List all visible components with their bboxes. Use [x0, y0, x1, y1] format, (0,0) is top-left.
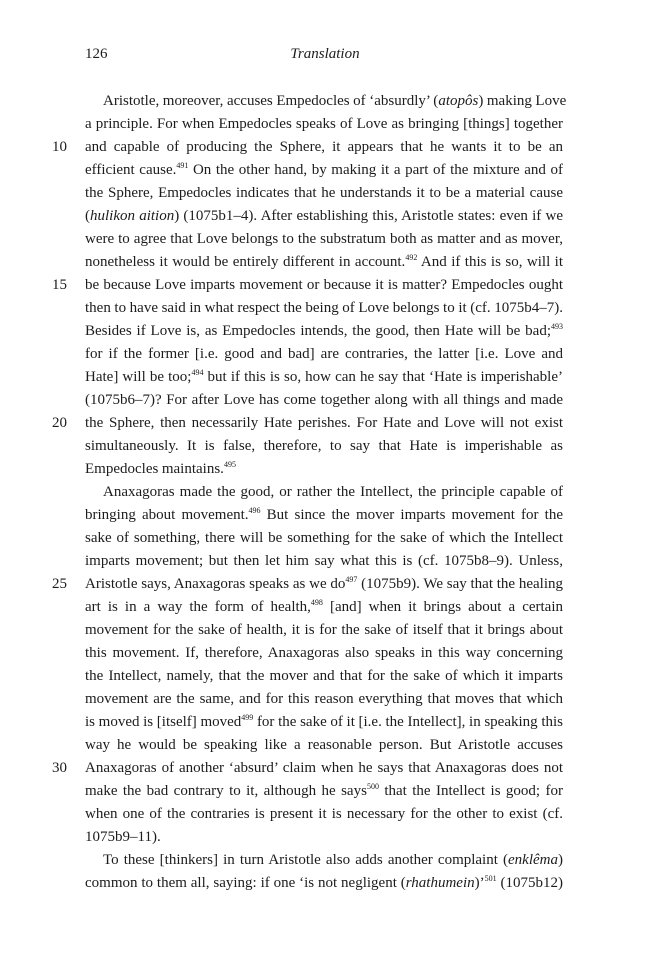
- line-text: nonetheless it would be entirely different in account.$^{492}$ And if this is so, will it: [85, 253, 564, 270]
- line-text: (1075b6–7)? For after Love has come together along with all things and made: [85, 392, 563, 408]
- line-text: Hate] will be too;$^{494}$ but if this is so, how can he say that ‘Hate is imperishable’: [85, 368, 563, 385]
- text-line: [85, 550, 563, 573]
- text-line: [52, 412, 563, 435]
- line-text: the Sphere, then necessarily Hate perishes. For Hate and Love will not exist: [85, 415, 563, 431]
- line-text: for if the former [i.e. good and bad] are contraries, the latter [i.e. Love and: [85, 346, 563, 362]
- text-line: [85, 435, 563, 458]
- text-line: [85, 228, 563, 251]
- line-number: 10: [52, 139, 67, 155]
- text-line: [85, 205, 563, 228]
- running-head: Translation: [290, 46, 360, 62]
- line-text: Anaxagoras of another ‘absurd’ claim when he says that Anaxagoras does not: [85, 760, 563, 776]
- line-text: To these [thinkers] in turn Aristotle also adds another complaint (enklêma): [103, 852, 563, 868]
- text-line: [52, 136, 563, 159]
- line-text: be because Love imparts movement or because it is matter? Empedocles ought: [85, 277, 563, 293]
- line-number: 25: [52, 576, 67, 592]
- text-line: [52, 757, 563, 780]
- text-line: [85, 159, 563, 182]
- text-line: [85, 297, 563, 320]
- text-line: [85, 504, 563, 527]
- line-text: common to them all, saying: if one ‘is not negligent (rhathumein)’$^{501}$ (1075b12): [85, 874, 564, 891]
- line-text: sake of something, there will be something for the sake of which the Intellect: [85, 530, 563, 546]
- translation-text: [52, 90, 567, 895]
- text-line: [85, 826, 563, 849]
- text-line: [85, 90, 567, 113]
- text-line: [85, 113, 563, 136]
- text-line: [85, 251, 563, 274]
- line-text: imparts movement; but then let him say what this is (cf. 1075b8–9). Unless,: [85, 553, 563, 569]
- line-text: (hulikon aition) (1075b1–4). After establishing this, Aristotle states: even if we: [85, 208, 563, 224]
- line-text: the Intellect, namely, that the mover and that for the sake of which it imparts: [85, 668, 563, 684]
- line-text: and capable of producing the Sphere, it appears that he wants it to be an: [85, 139, 563, 155]
- text-line: [85, 389, 563, 412]
- line-text: make the bad contrary to it, although he says$^{500}$ that the Intellect is good; for: [85, 782, 563, 799]
- text-line: [85, 734, 563, 757]
- text-line: [52, 573, 563, 596]
- line-text: Empedocles maintains.$^{495}$: [85, 460, 236, 477]
- line-text: movement are the same, and for this reason everything that moves that which: [85, 691, 563, 707]
- text-line: [85, 458, 563, 481]
- line-text: is moved is [itself] moved$^{499}$ for the sake of it [i.e. the Intellect], in speaking this: [85, 713, 563, 730]
- page-number: 126: [85, 46, 108, 62]
- line-text: way he would be speaking like a reasonable person. But Aristotle accuses: [85, 737, 563, 753]
- line-text: the Sphere, Empedocles indicates that he understands it to be a material cause: [85, 185, 563, 201]
- line-text: Aristotle, moreover, accuses Empedocles of ‘absurdly’ (atopôs) making Love: [103, 93, 567, 109]
- text-line: [85, 688, 563, 711]
- line-text: when one of the contraries is present it is necessary for the other to exist (cf.: [85, 806, 563, 822]
- line-text: 1075b9–11).: [85, 829, 161, 845]
- text-line: [85, 849, 563, 872]
- line-text: efficient cause.$^{491}$ On the other hand, by making it a part of the mixture and of: [85, 161, 563, 178]
- text-line: [85, 619, 563, 642]
- text-line: [85, 182, 563, 205]
- line-text: movement for the sake of health, it is for the sake of itself that it brings about: [85, 622, 563, 638]
- text-line: [52, 274, 563, 297]
- line-text: bringing about movement.$^{496}$ But since the mover imparts movement for the: [85, 506, 563, 523]
- line-text: then to have said in what respect the being of Love belongs to it (cf. 1075b4–7).: [85, 300, 563, 316]
- line-number: 20: [52, 415, 67, 431]
- text-line: [85, 803, 563, 826]
- line-text: were to agree that Love belongs to the substratum both as matter and as mover,: [85, 231, 563, 247]
- line-text: a principle. For when Empedocles speaks of Love as bringing [things] together: [85, 116, 563, 132]
- line-text: Besides if Love is, as Empedocles intends, the good, then Hate will be bad;$^{493}$: [85, 322, 563, 339]
- text-line: [85, 642, 563, 665]
- text-line: [85, 872, 563, 895]
- text-line: [85, 780, 563, 803]
- line-number: 15: [52, 277, 67, 293]
- line-text: Aristotle says, Anaxagoras speaks as we $do^{497}$ (1075b9). We say that the healing: [85, 575, 563, 592]
- text-line: [85, 320, 563, 343]
- line-text: simultaneously. It is false, therefore, to say that Hate is imperishable as: [85, 438, 563, 454]
- text-line: [85, 527, 563, 550]
- text-line: [85, 366, 563, 389]
- line-text: art is in a way the form of health,$^{498}$ [and] when it brings about a certain: [85, 598, 564, 615]
- text-line: [85, 665, 563, 688]
- line-number: 30: [52, 760, 67, 776]
- text-line: [85, 711, 563, 734]
- line-text: this movement. If, therefore, Anaxagoras also speaks in this way concerning: [85, 645, 563, 661]
- text-line: [85, 343, 563, 366]
- text-line: [85, 481, 563, 504]
- text-line: [85, 596, 563, 619]
- line-text: Anaxagoras made the good, or rather the Intellect, the principle capable of: [103, 484, 563, 500]
